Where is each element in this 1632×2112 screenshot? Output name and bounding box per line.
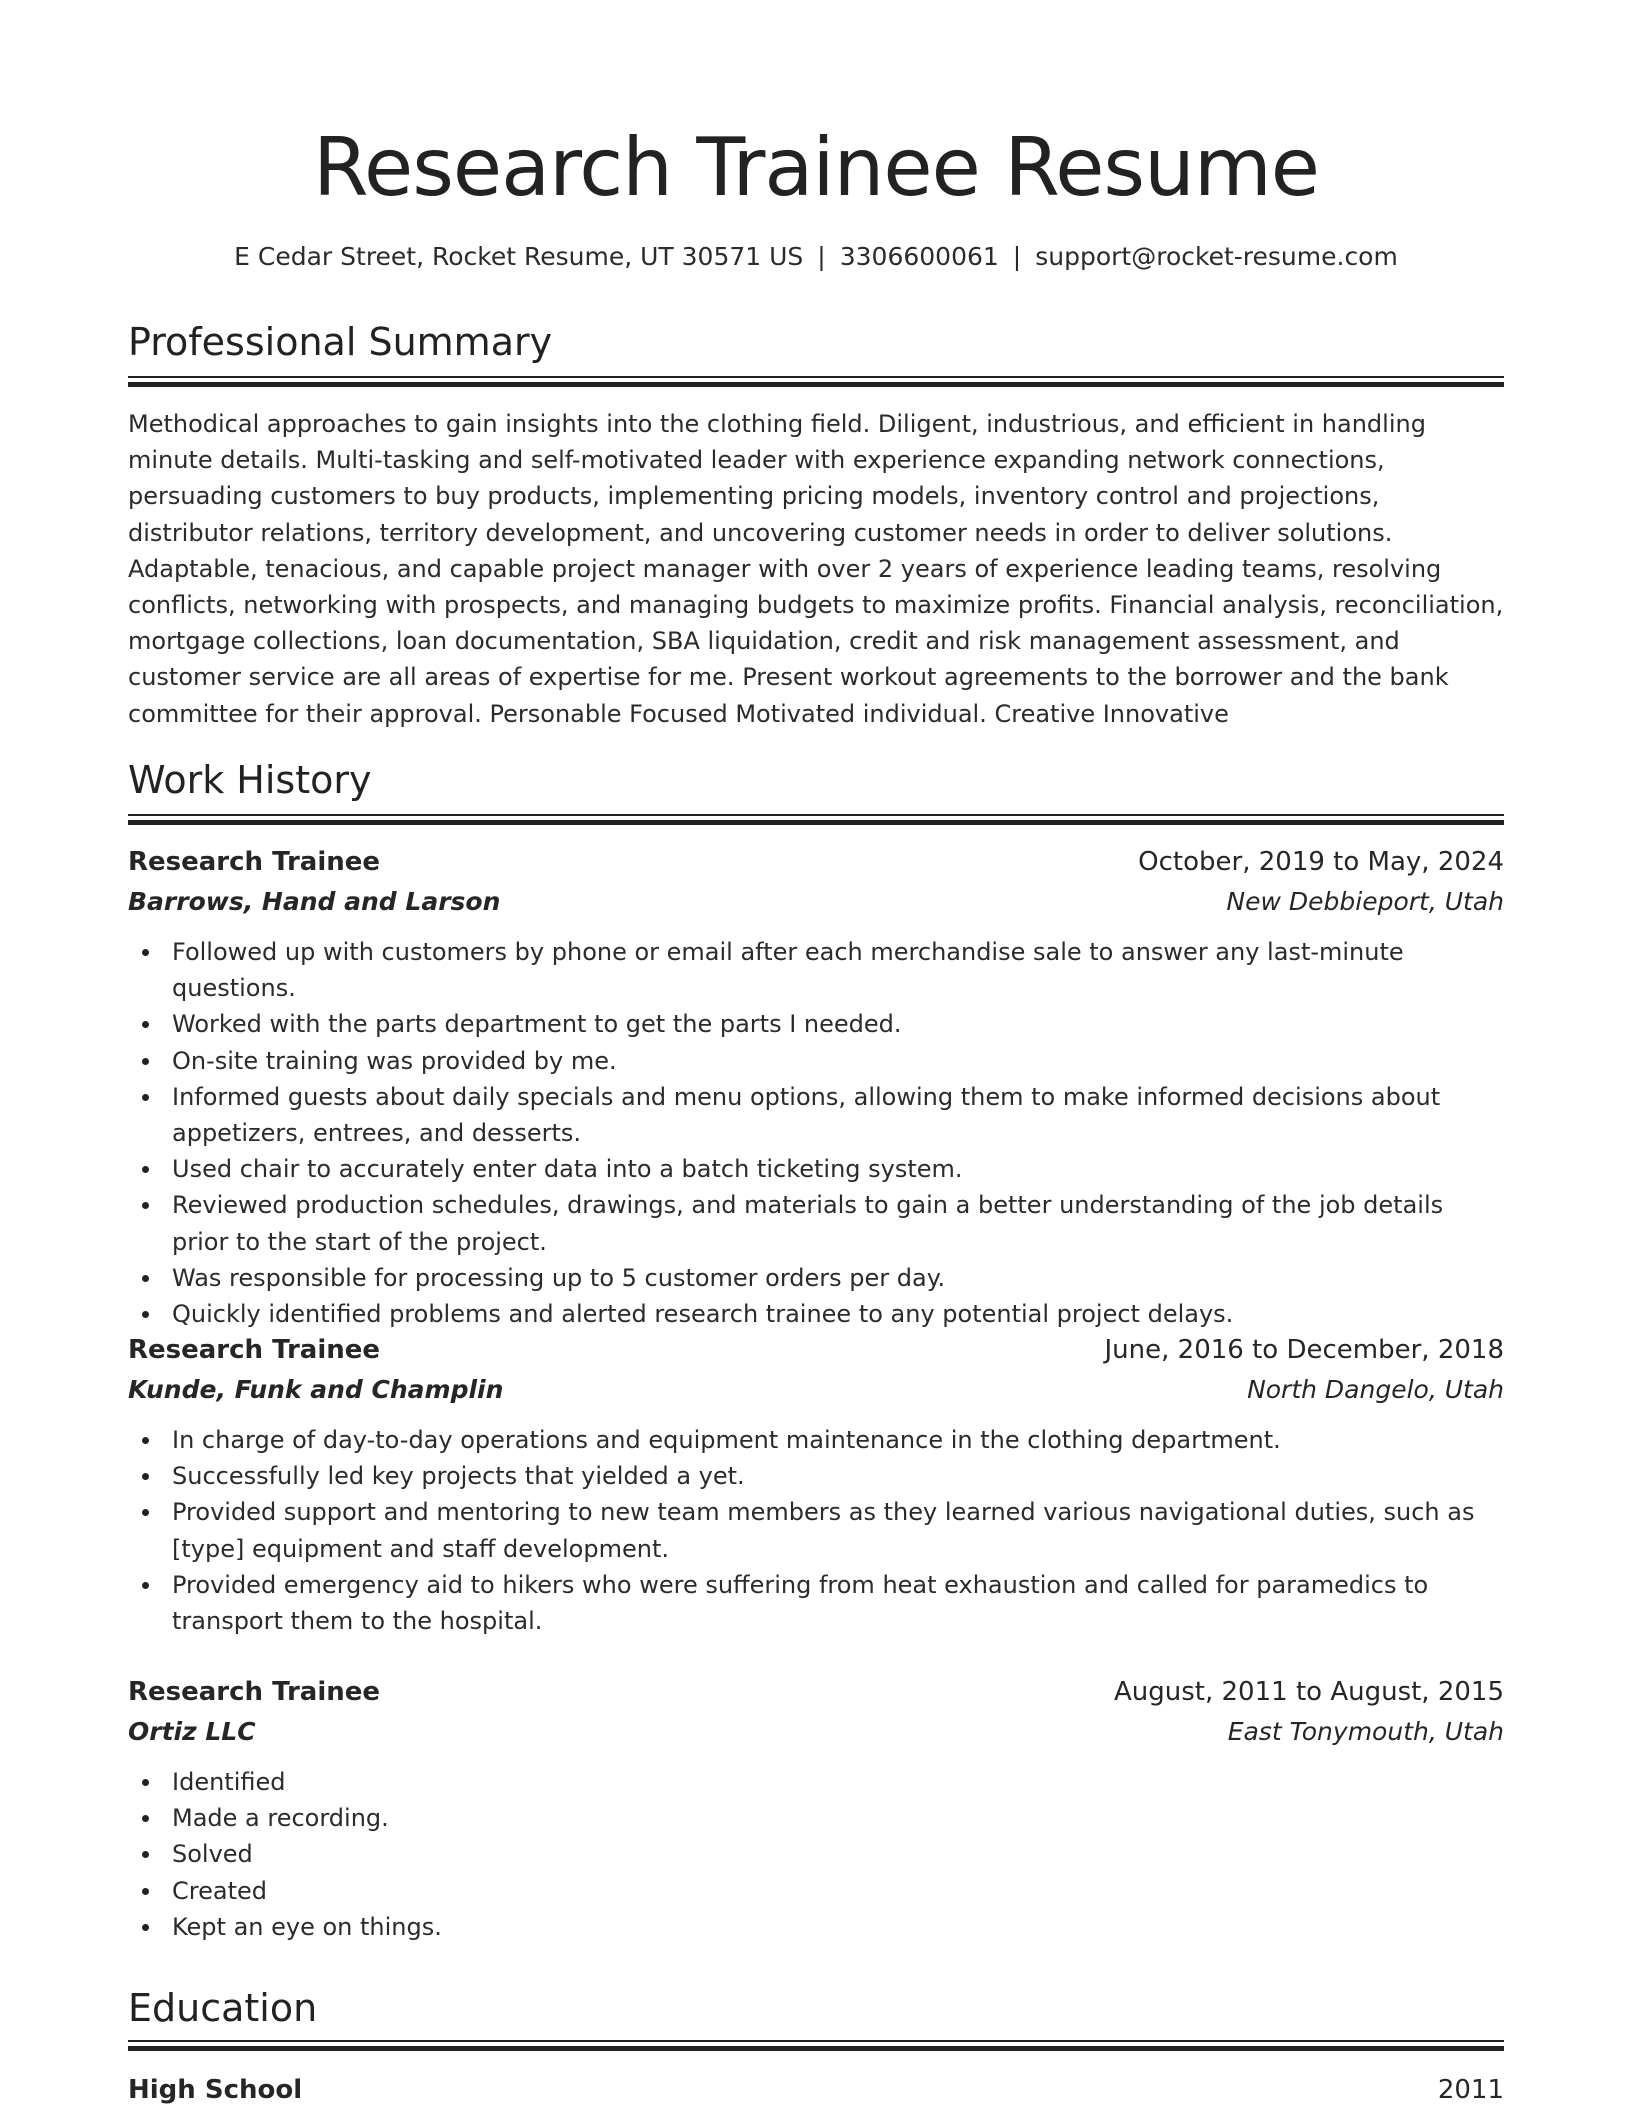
- contact-address: E Cedar Street, Rocket Resume, UT 30571 US: [234, 242, 804, 271]
- contact-separator: |: [817, 242, 826, 271]
- job-entry: [128, 1672, 1504, 1945]
- bullet-item: Followed up with customers by phone or email after each merchandise sale to answer any last-minute questions.: [128, 934, 1504, 1006]
- job-location: East Tonymouth, Utah: [1227, 1717, 1504, 1746]
- job-subheader: [128, 1370, 1504, 1410]
- bullet-item: Provided emergency aid to hikers who were suffering from heat exhaustion and called for paramedics to transport them to the hospital.: [128, 1567, 1504, 1639]
- section-divider: [128, 376, 1504, 389]
- bullet-item: Solved: [128, 1836, 1504, 1872]
- education-year: 2011: [1437, 2075, 1504, 2105]
- job-title: Research Trainee: [128, 1677, 381, 1707]
- job-dates: October, 2019 to May, 2024: [1138, 847, 1504, 877]
- bullet-item: Used chair to accurately enter data into a batch ticketing system.: [128, 1151, 1504, 1187]
- job-title: Research Trainee: [128, 847, 381, 877]
- education-degree: High School: [128, 2075, 303, 2105]
- contact-separator: |: [1012, 242, 1022, 271]
- job-dates: August, 2011 to August, 2015: [1114, 1677, 1504, 1707]
- summary-text: Methodical approaches to gain insights into the clothing field. Diligent, industrious, and efficient in handling minute details. Multi-tasking and self-motivated leader with experience expanding network connections, persuading customers to buy products, implementing pricing models, inventory control and projections, distributor relations, territory development, and uncovering customer needs in order to deliver solutions. Adaptable, tenacious, and capable project manager with over 2 years of experience leading teams, resolving conflicts, networking with prospects, and managing budgets to maximize profits. Financial analysis, reconciliation, mortgage collections, loan documentation, SBA liquidation, credit and risk management assessment, and customer service are all areas of expertise for me. Present workout agreements to the borrower and the bank committee for their approval. Personable Focused Motivated individual. Creative Innovative: [128, 410, 1504, 728]
- job-location: New Debbieport, Utah: [1226, 887, 1504, 916]
- job-company: Barrows, Hand and Larson: [128, 887, 501, 916]
- contact-line: [128, 240, 1504, 274]
- job-title: Research Trainee: [128, 1335, 381, 1365]
- job-entry: [128, 842, 1504, 1332]
- job-location: North Dangelo, Utah: [1247, 1375, 1504, 1404]
- section-title-education: Education: [128, 1986, 318, 2030]
- job-header: [128, 1330, 1504, 1370]
- section-divider: [128, 2040, 1504, 2053]
- bullet-item: Successfully led key projects that yielded a yet.: [128, 1458, 1504, 1494]
- bullet-item: Kept an eye on things.: [128, 1909, 1504, 1945]
- job-company: Kunde, Funk and Champlin: [128, 1375, 504, 1404]
- contact-email[interactable]: support@rocket-resume.com: [1035, 242, 1398, 271]
- education-entry: [128, 2070, 1504, 2110]
- job-bullets: [128, 1764, 1504, 1945]
- section-title-summary: Professional Summary: [128, 320, 553, 364]
- bullet-item: Quickly identified problems and alerted research trainee to any potential project delays.: [128, 1296, 1504, 1332]
- job-subheader: [128, 882, 1504, 922]
- bullet-item: Informed guests about daily specials and menu options, allowing them to make informed decisions about appetizers, entrees, and desserts.: [128, 1079, 1504, 1151]
- contact-phone: 3306600061: [839, 242, 999, 271]
- resume-title: Research Trainee Resume: [313, 121, 1319, 214]
- bullet-item: Identified: [128, 1764, 1504, 1800]
- bullet-item: Made a recording.: [128, 1800, 1504, 1836]
- bullet-item: On-site training was provided by me.: [128, 1043, 1504, 1079]
- job-header: [128, 842, 1504, 882]
- bullet-item: Reviewed production schedules, drawings, and materials to gain a better understanding of the job details prior to the start of the project.: [128, 1187, 1504, 1259]
- job-bullets: [128, 1422, 1504, 1639]
- job-company: Ortiz LLC: [128, 1717, 256, 1746]
- bullet-item: Provided support and mentoring to new team members as they learned various navigational duties, such as [type] equipment and staff development.: [128, 1494, 1504, 1566]
- bullet-item: Worked with the parts department to get the parts I needed.: [128, 1006, 1504, 1042]
- job-entry: [128, 1330, 1504, 1639]
- job-header: [128, 1672, 1504, 1712]
- job-subheader: [128, 1712, 1504, 1752]
- job-bullets: [128, 934, 1504, 1332]
- section-divider: [128, 814, 1504, 827]
- section-title-work-history: Work History: [128, 758, 372, 802]
- bullet-item: In charge of day-to-day operations and equipment maintenance in the clothing department.: [128, 1422, 1504, 1458]
- bullet-item: Was responsible for processing up to 5 customer orders per day.: [128, 1260, 1504, 1296]
- bullet-item: Created: [128, 1873, 1504, 1909]
- job-dates: June, 2016 to December, 2018: [1104, 1335, 1504, 1365]
